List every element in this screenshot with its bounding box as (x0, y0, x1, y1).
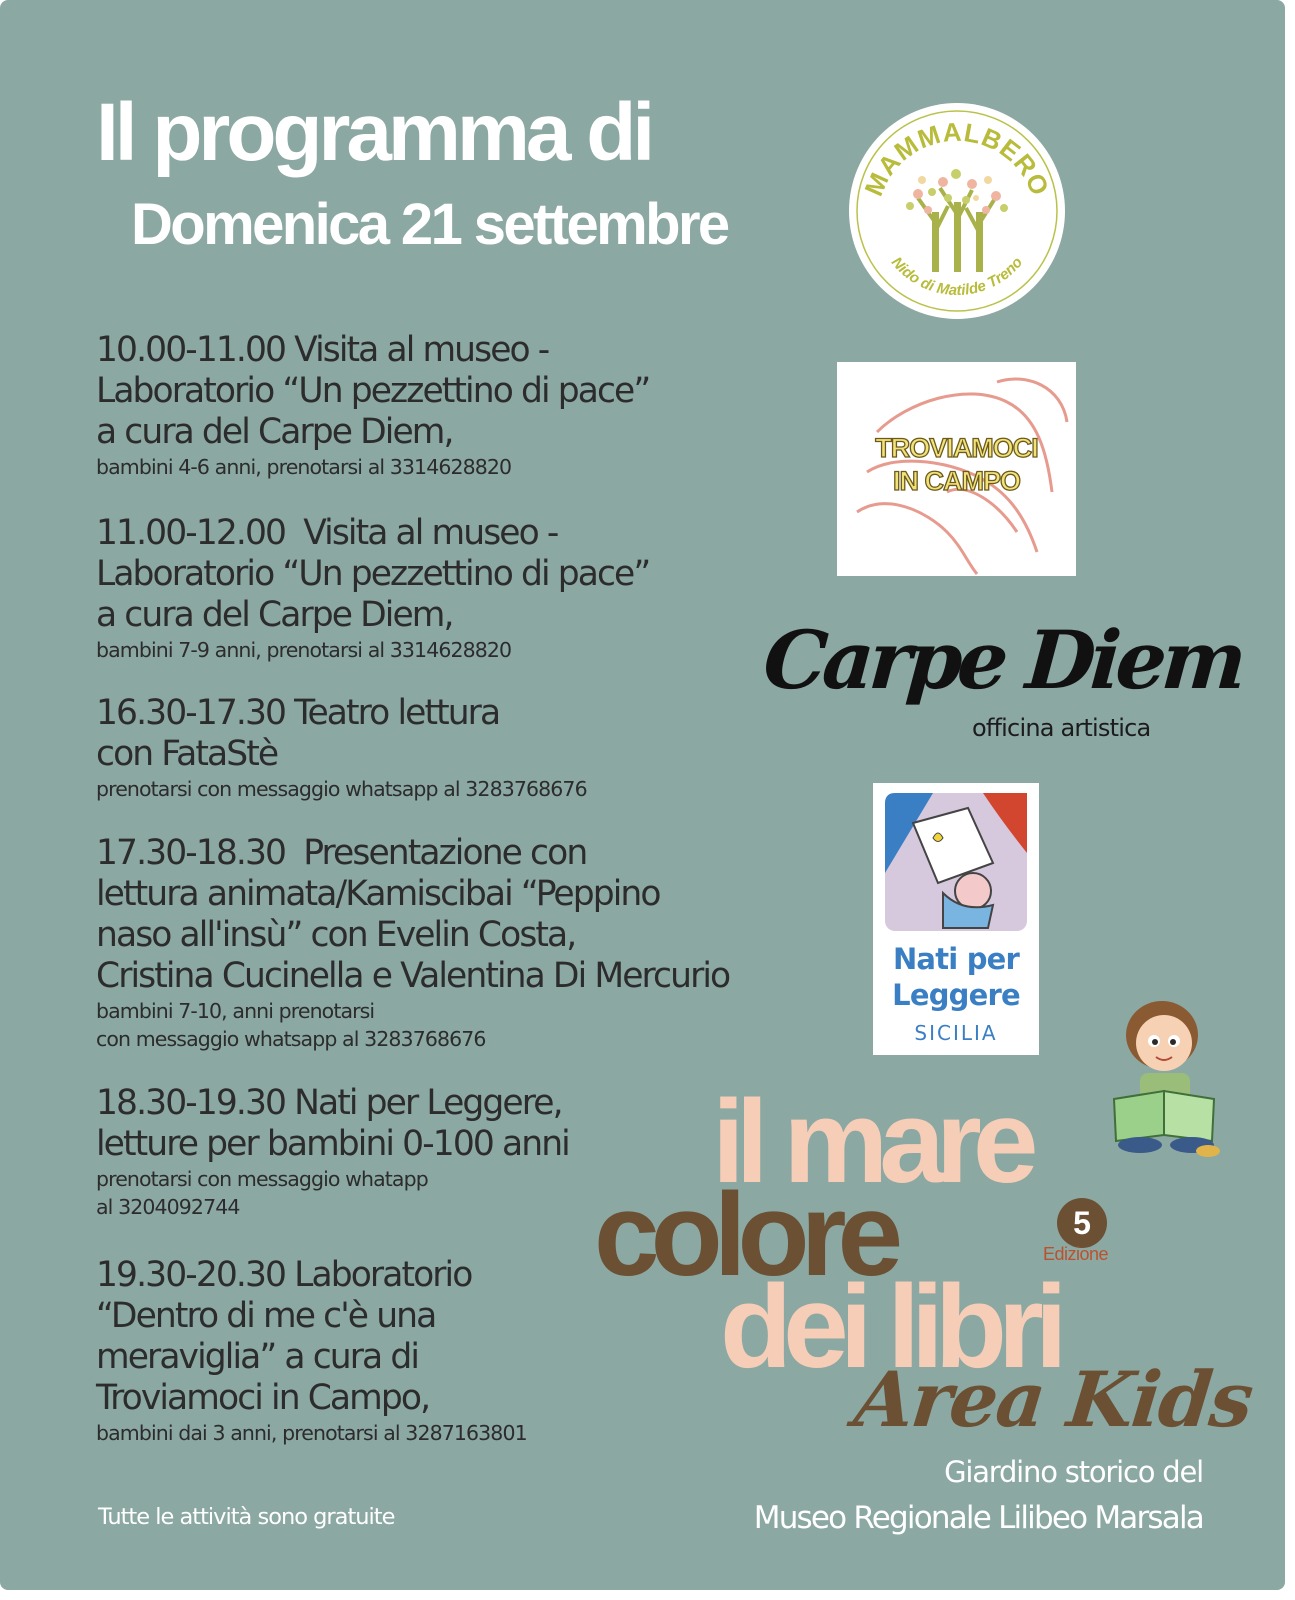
event-6-detail-1: bambini dai 3 anni, prenotarsi al 3287163801 (96, 1421, 527, 1445)
event-4-line-4: Cristina Cucinella e Valentina Di Mercurio (96, 956, 730, 996)
mammalbero-subtitle: Nido di Matilde Treno (887, 253, 1027, 300)
nati-per-leggere-logo (873, 783, 1039, 1055)
event-2-line-2: Laboratorio “Un pezzettino di pace” (96, 554, 650, 594)
event-5-detail-1: prenotarsi con messaggio whatapp (96, 1167, 428, 1191)
kid-icon (1110, 995, 1220, 1165)
edition-badge: 5 (1057, 1198, 1107, 1248)
event-4-detail-2: con messaggio whatsapp al 3283768676 (96, 1027, 486, 1051)
troviamoci-line-2: IN CAMPO (893, 466, 1020, 496)
event-6-line-4: Troviamoci in Campo, (96, 1378, 430, 1418)
event-3-detail-1: prenotarsi con messaggio whatsapp al 3283768676 (96, 777, 587, 801)
event-5 (96, 1083, 569, 1221)
mammalbero-logo (848, 102, 1066, 320)
event-5-line-2: letture per bambini 0-100 anni (96, 1124, 569, 1164)
event-6-line-3: meraviglia” a cura di (96, 1337, 419, 1377)
venue-line-1: Giardino storico del (944, 1455, 1203, 1489)
event-4-line-1: 17.30-18.30 Presentazione con (96, 833, 587, 873)
npl-line-2: Leggere (892, 978, 1020, 1012)
mammalbero-badge (848, 102, 1066, 320)
troviamoci-line-1: TROVIAMOCI (875, 433, 1038, 463)
festival-line-1: il mare (712, 1076, 1030, 1208)
title-line-2: Domenica 21 settembre (131, 192, 728, 257)
event-2-line-3: a cura del Carpe Diem, (96, 595, 453, 635)
festival-line-2: colore (594, 1169, 895, 1301)
event-3-line-1: 16.30-17.30 Teatro lettura (96, 693, 500, 733)
event-1-line-3: a cura del Carpe Diem, (96, 412, 453, 452)
event-5-detail-2: al 3204092744 (96, 1195, 240, 1219)
carpe-diem-name: Carpe Diem (760, 613, 1245, 707)
event-2 (96, 513, 649, 664)
event-2-detail-1: bambini 7-9 anni, prenotarsi al 3314628820 (96, 638, 512, 662)
event-1-line-2: Laboratorio “Un pezzettino di pace” (96, 371, 650, 411)
event-4-detail-1: bambini 7-10, anni prenotarsi (96, 999, 375, 1023)
npl-line-1: Nati per (892, 942, 1020, 976)
carpe-diem-subtitle: officina artistica (972, 714, 1151, 742)
event-4 (96, 833, 729, 1053)
event-6 (96, 1255, 527, 1447)
event-6-line-2: “Dentro di me c'è una (96, 1296, 436, 1336)
reading-child-icon (873, 783, 1039, 933)
event-4-line-2: lettura animata/Kamiscibai “Peppino (96, 874, 660, 914)
festival-area: Area Kids (850, 1355, 1256, 1444)
kid-reading-illustration (1110, 995, 1220, 1165)
venue-line-2: Museo Regionale Lilibeo Marsala (753, 1500, 1203, 1536)
festival-line-3: dei libri (720, 1261, 1059, 1393)
title-line-1: Il programma di (96, 87, 652, 178)
edition-label: Edizione (1043, 1244, 1109, 1264)
event-4-line-3: naso all'insù” con Evelin Costa, (96, 915, 576, 955)
free-activities-note: Tutte le attività sono gratuite (98, 1504, 395, 1530)
mammalbero-name: MAMMALBERO (858, 116, 1056, 201)
event-3 (96, 693, 587, 803)
carpe-diem-logo (760, 613, 1245, 750)
event-1 (96, 330, 649, 481)
npl-region: SICILIA (914, 1021, 998, 1045)
event-5-line-1: 18.30-19.30 Nati per Leggere, (96, 1083, 562, 1123)
event-3-line-2: con FataStè (96, 734, 278, 774)
event-6-line-1: 19.30-20.30 Laboratorio (96, 1255, 472, 1295)
troviamoci-logo (837, 362, 1076, 576)
event-2-line-1: 11.00-12.00 Visita al museo - (96, 513, 558, 553)
event-1-detail-1: bambini 4-6 anni, prenotarsi al 3314628820 (96, 455, 512, 479)
event-1-line-1: 10.00-11.00 Visita al museo - (96, 330, 549, 370)
